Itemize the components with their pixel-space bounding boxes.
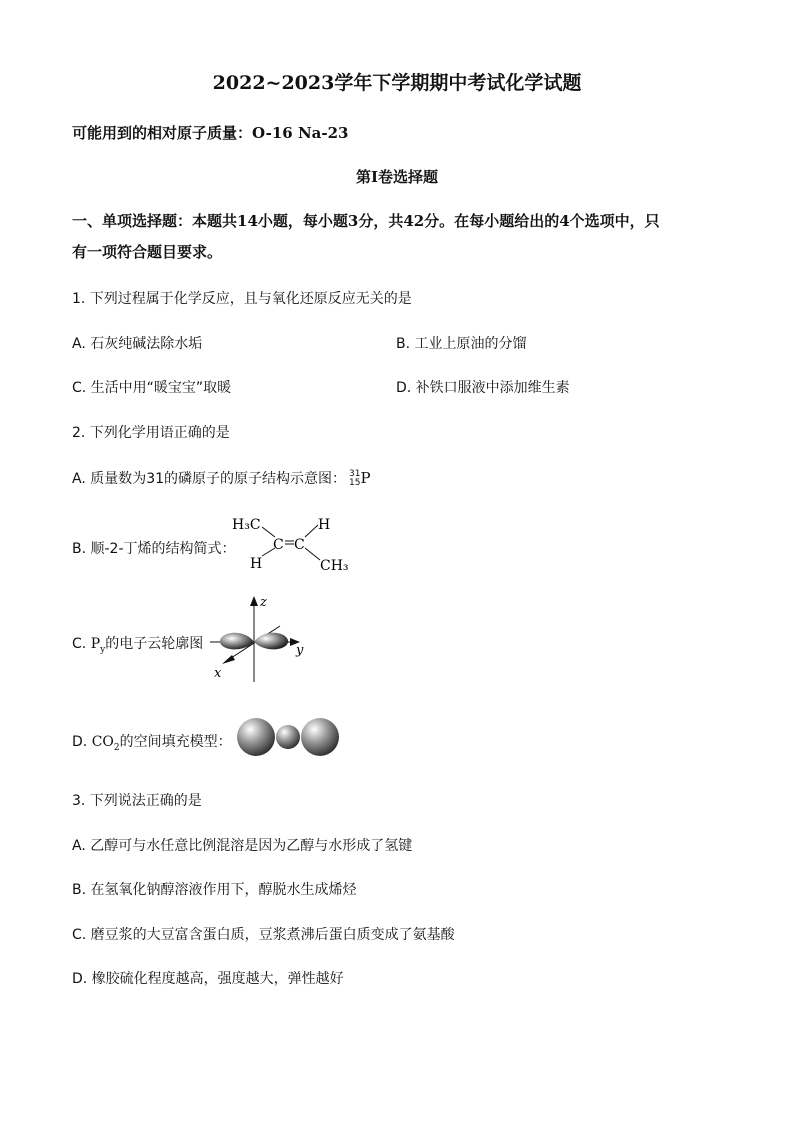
orbital-lobe-right — [254, 633, 288, 650]
carbon-atom — [276, 725, 300, 749]
q2-option-c-suffix: 的电子云轮廓图 — [105, 636, 204, 652]
co2-space-filling-model — [236, 714, 342, 760]
q2-option-d-prefix: D. — [72, 734, 92, 750]
q3-option-d: D. 橡胶硫化程度越高，强度越大，弹性越好 — [72, 971, 344, 987]
q1-option-b: B. 工业上原油的分馏 — [396, 336, 527, 352]
q1-option-c: C. 生活中用“暖宝宝”取暖 — [72, 380, 232, 396]
atomic-number: 15 — [349, 478, 361, 488]
element-symbol: P — [360, 469, 371, 487]
methyl-left-label: H₃C — [232, 517, 261, 533]
atomic-masses: 可能用到的相对原子质量：O-16 Na-23 — [72, 124, 349, 142]
methyl-right-label: CH₃ — [320, 558, 349, 574]
orbital-subscript: y — [100, 644, 106, 655]
bond-line — [305, 525, 318, 537]
page-title: 2022~2023学年下学期期中考试化学试题 — [212, 72, 582, 94]
q2-option-a — [72, 468, 371, 488]
cis-2-butene-structure — [228, 510, 358, 580]
x-axis-label: x — [214, 666, 222, 681]
orbital-letter: P — [90, 636, 101, 652]
carbon-1-label: C — [273, 537, 284, 553]
q1-stem: 1. 下列过程属于化学反应，且与氧化还原反应无关的是 — [72, 291, 412, 307]
hydrogen-left-label: H — [250, 556, 263, 572]
formula-subscript: 2 — [113, 742, 120, 753]
bond-line — [305, 548, 320, 560]
q2-option-d-suffix: 的空间填充模型： — [119, 734, 232, 750]
q2-option-b-text: B. 顺-2-丁烯的结构简式： — [72, 541, 236, 557]
nuclide-notation — [349, 470, 360, 488]
oxygen-atom-right — [301, 718, 339, 756]
mass-number: 31 — [349, 469, 361, 479]
q2-option-c-prefix: C. — [72, 636, 91, 652]
q1-option-d: D. 补铁口服液中添加维生素 — [396, 380, 570, 396]
q2-stem: 2. 下列化学用语正确的是 — [72, 425, 230, 441]
oxygen-atom-left — [237, 718, 275, 756]
q1-option-a: A. 石灰纯碱法除水垢 — [72, 336, 203, 352]
py-orbital-diagram — [206, 590, 316, 685]
q2-option-a-text: A. 质量数为31的磷原子的原子结构示意图： — [72, 471, 347, 487]
y-axis-label: y — [296, 643, 304, 658]
q2-option-d-text — [72, 731, 232, 753]
bond-line — [262, 527, 275, 537]
part-instructions-line1: 一、单项选择题：本题共14小题，每小题3分，共42分。在每小题给出的4个选项中，只 — [72, 212, 660, 230]
carbon-2-label: C — [294, 537, 305, 553]
q2-option-c-text — [72, 633, 203, 655]
section-title: 第Ⅰ卷选择题 — [355, 168, 439, 186]
q3-stem: 3. 下列说法正确的是 — [72, 793, 202, 809]
formula-co: CO — [91, 734, 114, 750]
q3-option-c: C. 磨豆浆的大豆富含蛋白质，豆浆煮沸后蛋白质变成了氨基酸 — [72, 927, 455, 943]
q3-option-a: A. 乙醇可与水任意比例混溶是因为乙醇与水形成了氢键 — [72, 838, 413, 854]
z-axis-label: z — [260, 595, 267, 610]
hydrogen-right-label: H — [318, 517, 331, 533]
z-axis-arrow — [250, 596, 258, 606]
part-instructions-line2: 有一项符合题目要求。 — [72, 243, 223, 261]
q3-option-b: B. 在氢氧化钠醇溶液作用下，醇脱水生成烯烃 — [72, 882, 357, 898]
